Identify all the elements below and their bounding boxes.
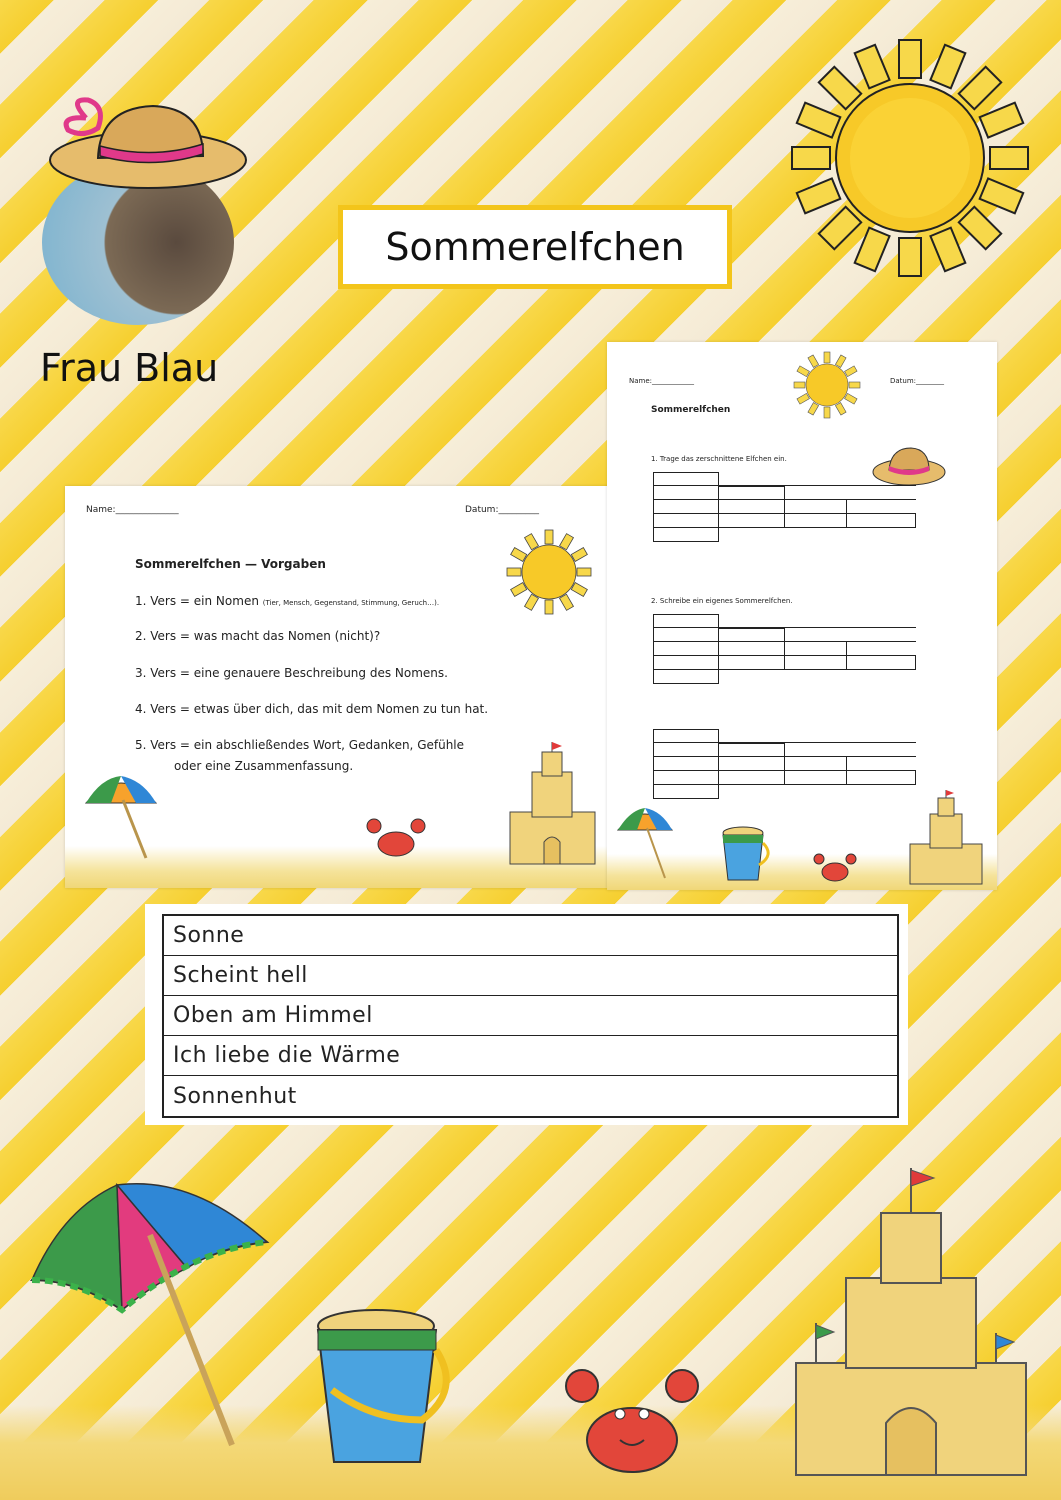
sand-bucket-icon [312,1300,452,1470]
grid-cell[interactable] [653,614,719,684]
crab-icon [810,850,860,886]
grid-cell[interactable] [718,628,785,670]
poem-line-3: Oben am Himmel [164,996,897,1036]
sand-bucket-icon [719,825,771,883]
poem-line-4: Ich liebe die Wärme [164,1036,897,1076]
name-field-label: Name:______________ [86,505,179,515]
sun-icon [790,38,1030,278]
rule-5: 5. Vers = ein abschließendes Wort, Gedanken, Gefühle [135,738,465,752]
task-2: 2. Schreibe ein eigenes Sommerelfchen. [651,597,793,605]
template-heading: Sommerelfchen [651,405,731,415]
date-field-label: Datum:________ [890,377,945,385]
sandcastle-icon [500,742,605,867]
crab-icon [361,814,431,864]
beach-umbrella-icon [81,768,161,863]
sun-icon [792,350,862,420]
poem-line-2: Scheint hell [164,956,897,996]
rules-heading: Sommerelfchen — Vorgaben [135,557,326,571]
grid-cell[interactable] [846,655,916,670]
rule-3: 3. Vers = eine genauere Beschreibung des Nomens. [135,666,448,680]
grid-cell[interactable] [718,743,785,785]
poem-line-1: Sonne [164,916,897,956]
brand-name: Frau Blau [40,346,219,390]
sun-icon [505,528,593,616]
grid-cell[interactable] [846,513,916,528]
page-title: Sommerelfchen [338,205,732,289]
name-field-label: Name:____________ [629,377,695,385]
poem-card [145,904,908,1125]
worksheet-rules [65,486,610,888]
beach-umbrella-icon [22,1160,282,1450]
grid-cell[interactable] [846,770,916,785]
rule-2: 2. Vers = was macht das Nomen (nicht)? [135,629,381,643]
date-field-label: Datum:_________ [465,505,539,515]
rule-1: 1. Vers = ein Nomen (Tier, Mensch, Gegenstand, Stimmung, Geruch…). [135,594,440,608]
crab-icon [552,1358,712,1488]
rule-4: 4. Vers = etwas über dich, das mit dem Nomen zu tun hat. [135,702,489,716]
worksheet-template [607,342,997,890]
straw-hat-icon [869,440,949,495]
straw-hat-icon [28,88,253,198]
rule-5-continued: oder eine Zusammenfassung. [174,759,354,773]
grid-cell[interactable] [718,486,785,528]
sandcastle-icon [904,790,988,886]
beach-umbrella-icon [615,802,675,882]
sandcastle-icon [786,1168,1046,1478]
poem-line-5: Sonnenhut [173,1083,297,1109]
grid-cell[interactable] [653,729,719,799]
poem-table [162,914,899,1118]
task-1: 1. Trage das zerschnittene Elfchen ein. [651,455,787,463]
grid-cell[interactable] [653,472,719,542]
